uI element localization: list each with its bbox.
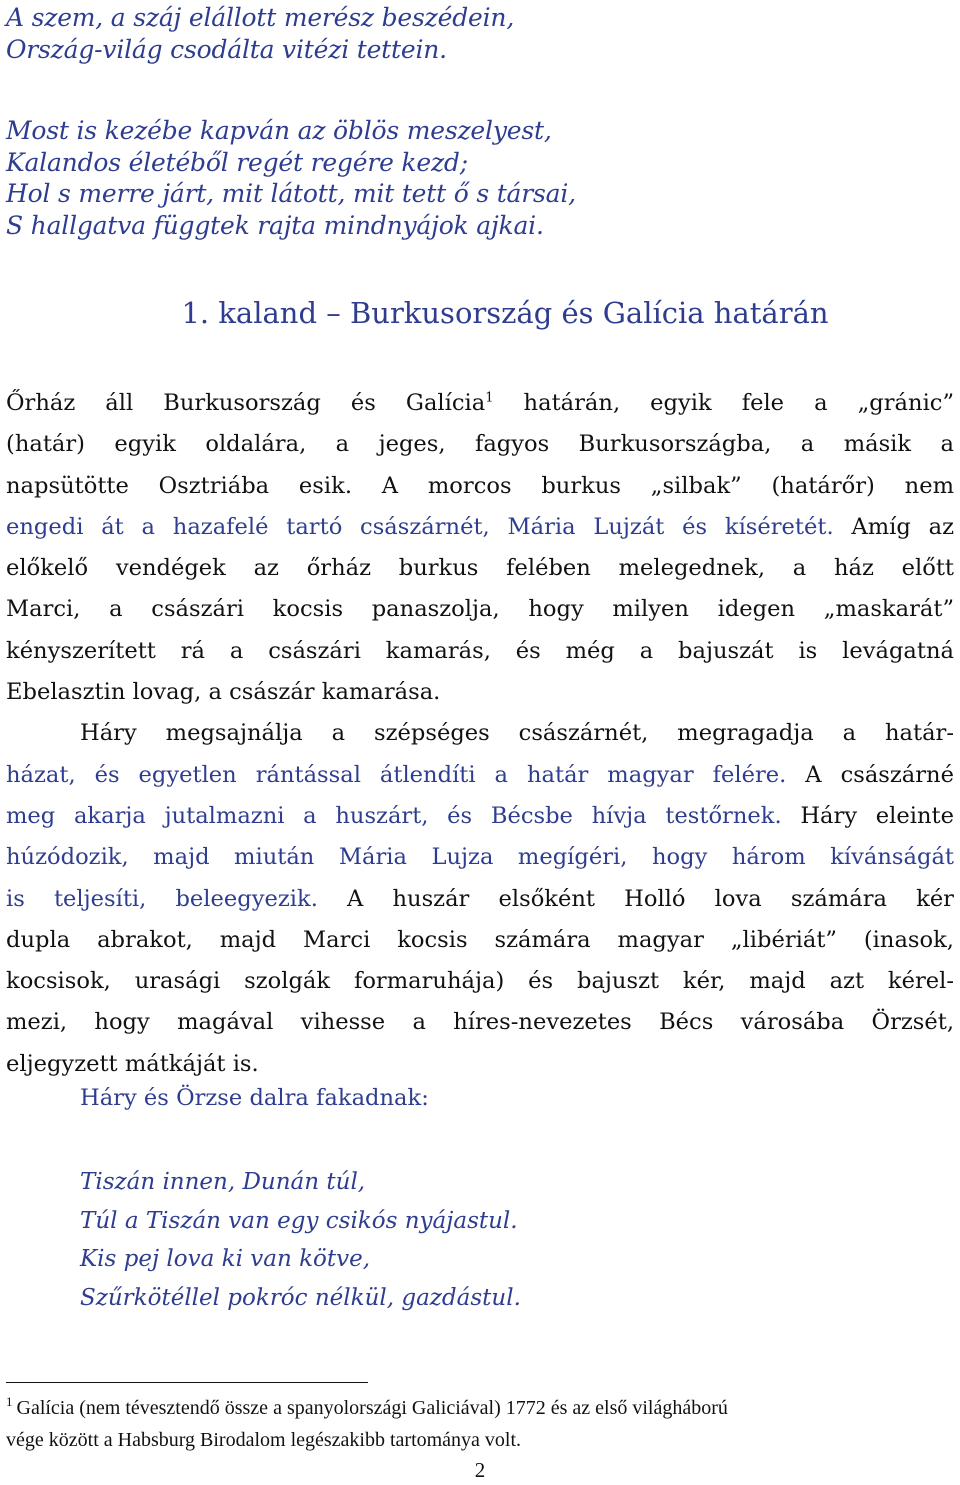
verse-line: Hol s merre járt, mit látott, mit tett ő s társai, — [6, 179, 576, 208]
footnote-marker: 1 — [6, 1394, 13, 1410]
verse-stanza-1 — [6, 2, 766, 65]
text-run: Őrház áll Burkusország és Galícia — [6, 390, 486, 416]
verse-line: A szem, a száj elállott merész beszédein, — [6, 3, 515, 32]
text-run: határán, egyik fele a „gránic” — [493, 390, 954, 416]
footnote-divider — [6, 1382, 368, 1383]
highlighted-text: is teljesíti, beleegyezik. — [6, 885, 318, 912]
verse-line: Kalandos életéből regét regére kezd; — [6, 147, 468, 177]
song-line: Kis pej lova ki van kötve, — [80, 1246, 371, 1272]
footnote-line: vége között a Habsburg Birodalom legészakibb tartománya volt. — [6, 1429, 522, 1451]
highlighted-text: házat, és egyetlen rántással átlendíti a határ magyar felére. — [6, 761, 787, 788]
song-intro: Háry és Örzse dalra fakadnak: — [80, 1085, 429, 1111]
song-line: Tiszán innen, Dunán túl, — [80, 1169, 366, 1195]
paragraph-2-line: eljegyzett mátkáját is. — [6, 1050, 259, 1077]
paragraph-1-line: kényszerített rá a császári kamarás, és még a bajuszát is levágatná — [6, 637, 954, 664]
verse-line: S hallgatva függtek rajta mindnyájok ajkai. — [6, 210, 544, 240]
paragraph-1-line: Marci, a császári kocsis panaszolja, hogy milyen idegen „maskarát” — [6, 596, 954, 623]
paragraph-1-line: Ebelasztin lovag, a császár kamarása. — [6, 679, 441, 706]
text-run: A császárné — [786, 761, 954, 788]
footnote — [6, 1392, 946, 1456]
paragraph-1-line: (határ) egyik oldalára, a jeges, fagyos Burkusországba, a másik a — [6, 431, 954, 458]
paragraph-2-line — [6, 755, 954, 796]
text-run: Amíg az — [833, 513, 954, 540]
paragraph-1-line — [6, 507, 954, 548]
verse-line: Ország-világ csodálta vitézi tettein. — [6, 34, 447, 64]
text-run: Háry eleinte — [781, 802, 954, 829]
text-run: A huszár elsőként Holló lova számára kér — [317, 885, 954, 912]
paragraph-2-line: mezi, hogy magával vihesse a híres-nevezetes Bécs városába Örzsét, — [6, 1009, 954, 1036]
paragraph-2-line: dupla abrakot, majd Marci kocsis számára magyar „libériát” (inasok, — [6, 926, 954, 953]
page-number: 2 — [474, 1458, 486, 1482]
highlighted-text: meg akarja jutalmazni a huszárt, és Bécsbe hívja testőrnek. — [6, 802, 782, 829]
body-text — [6, 383, 954, 1085]
paragraph-2-line — [6, 879, 954, 920]
text-run: Galícia (nem tévesztendő össze a spanyolországi Galiciával) 1772 és az első világháború — [16, 1397, 728, 1419]
verse-line: Most is kezébe kapván az öblös meszelyest, — [6, 116, 552, 145]
paragraph-1-line: napsütötte Osztriába esik. A morcos burkus „silbak” (határőr) nem — [6, 472, 954, 499]
song-line: Túl a Tiszán van egy csikós nyájastul. — [80, 1207, 518, 1234]
paragraph-2-line: húzódozik, majd miután Mária Lujza megígéri, hogy három kívánságát — [6, 844, 954, 871]
footnote-reference[interactable]: 1 — [485, 390, 494, 406]
paragraph-1-line — [6, 383, 954, 424]
highlighted-text: engedi át a hazafelé tartó császárnét, Mária Lujzát és kíséretét. — [6, 513, 834, 540]
chapter-title: 1. kaland – Burkusország és Galícia határán — [181, 296, 829, 330]
verse-stanza-2 — [6, 115, 766, 241]
footnote-line — [6, 1392, 946, 1424]
paragraph-2-line: Háry megsajnálja a szépséges császárnét, megragadja a határ- — [80, 720, 954, 747]
song-verse — [80, 1163, 521, 1317]
paragraph-2-line: kocsisok, urasági szolgák formaruhája) és bajuszt kér, majd azt kérel- — [6, 968, 954, 995]
song-line: Szűrkötéllel pokróc nélkül, gazdástul. — [80, 1284, 521, 1311]
paragraph-1-line: előkelő vendégek az őrház burkus felében melegednek, a ház előtt — [6, 555, 954, 582]
paragraph-2-line — [6, 796, 954, 837]
